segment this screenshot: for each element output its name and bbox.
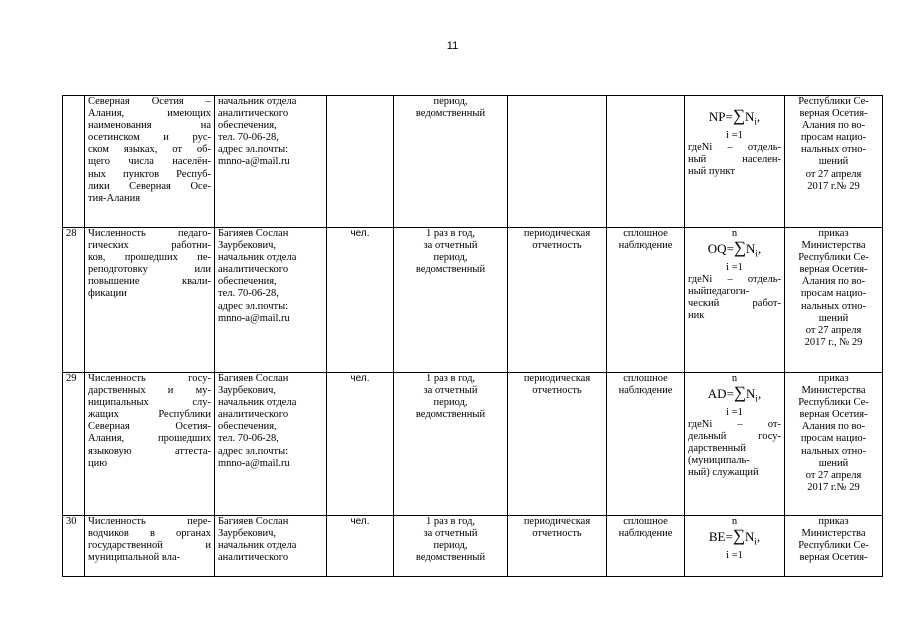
formula-term: N bbox=[744, 109, 755, 125]
responsible-line: начальник отдела bbox=[218, 96, 297, 107]
regulatory-document-cell bbox=[785, 516, 883, 577]
regulatory-document-line: шений bbox=[818, 156, 849, 168]
regulatory-document-line: Министерства bbox=[801, 240, 866, 252]
form-line: периодическая bbox=[523, 373, 591, 384]
method-cell bbox=[607, 228, 685, 373]
regulatory-document-line: от 27 апреля bbox=[805, 168, 862, 180]
unit-cell: чел. bbox=[327, 228, 394, 373]
method-line: сплошное bbox=[623, 516, 668, 527]
indicator-name-line: Численность пере- bbox=[88, 516, 211, 527]
regulatory-document-line: верная Осетия- bbox=[799, 108, 868, 120]
periodicity-line: 1 раз в год, bbox=[425, 228, 476, 239]
method-cell bbox=[607, 373, 685, 516]
periodicity-cell bbox=[394, 516, 508, 577]
indicator-name-line: ском языках, от об- bbox=[88, 144, 211, 156]
responsible-line: mnno-a@mail.ru bbox=[218, 457, 290, 469]
regulatory-document-line: Алания по во- bbox=[801, 276, 866, 288]
regulatory-document-line: 2017 г.№ 29 bbox=[807, 180, 860, 192]
responsible-line: начальник отдела bbox=[218, 540, 297, 552]
form-line: отчетность bbox=[532, 528, 582, 540]
method-line: наблюдение bbox=[618, 385, 673, 397]
regulatory-document-line: приказ bbox=[818, 373, 849, 384]
formula-comma: , bbox=[756, 529, 761, 545]
responsible-cell bbox=[215, 373, 327, 516]
row-number-cell: 28 bbox=[63, 228, 85, 373]
periodicity-cell bbox=[394, 373, 508, 516]
responsible-line: аналитического bbox=[218, 264, 289, 276]
method-line: наблюдение bbox=[618, 528, 673, 540]
periodicity-line: ведомственный bbox=[415, 409, 486, 421]
formula-description-line: гдеNi – отдель- bbox=[688, 141, 781, 153]
regulatory-document-line: Республики Се- bbox=[798, 397, 869, 409]
indicator-name-line: Алания, имеющих bbox=[88, 108, 211, 120]
formula-term-subscript: i bbox=[754, 536, 757, 547]
responsible-line: тел. 70-06-28, bbox=[218, 288, 279, 300]
formula-upper-limit: n bbox=[731, 373, 738, 384]
form-cell bbox=[508, 516, 607, 577]
formula-expression bbox=[688, 528, 781, 550]
regulatory-document-cell bbox=[785, 96, 883, 228]
method-line: сплошное bbox=[623, 373, 668, 384]
indicator-name-line: муниципальной вла- bbox=[88, 552, 181, 564]
regulatory-document-line: шений bbox=[818, 312, 849, 324]
indicator-name-line: лики Северная Осе- bbox=[88, 180, 211, 192]
responsible-cell bbox=[215, 516, 327, 577]
indicator-name-line: водчиков в органах bbox=[88, 528, 211, 540]
regulatory-document-line: Министерства bbox=[801, 528, 866, 540]
formula-term: N bbox=[746, 386, 756, 402]
formula-description-line: ный населен- bbox=[688, 153, 781, 165]
formula-cell bbox=[685, 228, 785, 373]
regulatory-document-line: Республики Се- bbox=[798, 96, 869, 107]
unit-cell: чел. bbox=[327, 516, 394, 577]
formula-cell bbox=[685, 96, 785, 228]
unit-cell bbox=[327, 96, 394, 228]
indicator-name-cell bbox=[85, 96, 215, 228]
responsible-line: аналитического bbox=[218, 552, 289, 564]
regulatory-document-line: нальных отно- bbox=[800, 445, 866, 457]
table-row bbox=[63, 228, 883, 373]
regulatory-document-line: просам нацио- bbox=[800, 132, 867, 144]
indicator-name-line: Алания, прошедших bbox=[88, 433, 211, 445]
page-number: 11 bbox=[446, 40, 459, 52]
regulatory-document-line: от 27 апреля bbox=[805, 324, 862, 336]
formula-comma: , bbox=[757, 386, 762, 402]
indicator-name-line: Численность госу- bbox=[88, 373, 211, 384]
formula-description-line: ник bbox=[688, 310, 705, 322]
responsible-cell bbox=[215, 96, 327, 228]
table-row bbox=[63, 373, 883, 516]
formula-term-subscript: i bbox=[755, 248, 758, 259]
indicator-name-line: щего числа населён- bbox=[88, 156, 211, 168]
indicator-name-line: ков, прошедших пе- bbox=[88, 252, 211, 264]
periodicity-line: за отчетный bbox=[423, 528, 478, 540]
responsible-line: начальник отдела bbox=[218, 397, 297, 409]
periodicity-line: период, bbox=[433, 397, 468, 409]
indicator-name-line: осетинском и рус- bbox=[88, 132, 211, 144]
method-line: сплошное bbox=[623, 228, 668, 239]
indicator-name-line: языковую аттеста- bbox=[88, 445, 211, 457]
responsible-line: Багияев Сослан bbox=[218, 516, 289, 527]
responsible-line: тел. 70-06-28, bbox=[218, 132, 279, 144]
sum-symbol: ∑ bbox=[732, 106, 745, 126]
formula-lower-limit: i =1 bbox=[726, 261, 743, 273]
indicator-name-line: повышение квали- bbox=[88, 276, 211, 288]
formula-term: N bbox=[744, 529, 755, 545]
formula-lhs: AD= bbox=[707, 386, 734, 402]
method-cell bbox=[607, 96, 685, 228]
sum-symbol: ∑ bbox=[732, 526, 745, 546]
responsible-line: тел. 70-06-28, bbox=[218, 433, 279, 445]
regulatory-document-line: Республики Се- bbox=[798, 540, 869, 552]
regulatory-document-cell bbox=[785, 228, 883, 373]
formula-upper-limit: n bbox=[731, 228, 738, 239]
formula-comma: , bbox=[756, 109, 761, 125]
formula-cell bbox=[685, 516, 785, 577]
table-row bbox=[63, 516, 883, 577]
row-number-cell: 30 bbox=[63, 516, 85, 577]
responsible-line: адрес эл.почты: bbox=[218, 300, 289, 312]
responsible-line: начальник отдела bbox=[218, 252, 297, 264]
responsible-line: обеспечения, bbox=[218, 421, 277, 433]
regulatory-document-line: Министерства bbox=[801, 385, 866, 397]
method-line: наблюдение bbox=[618, 240, 673, 252]
form-cell bbox=[508, 96, 607, 228]
formula-expression bbox=[688, 385, 781, 407]
indicator-name-line: дарственных и му- bbox=[88, 385, 211, 397]
indicator-name-line: государственной и bbox=[88, 540, 211, 552]
form-cell bbox=[508, 373, 607, 516]
regulatory-document-line: 2017 г.№ 29 bbox=[807, 481, 860, 493]
indicator-name-line: ниципальных слу- bbox=[88, 397, 211, 409]
responsible-line: обеспечения, bbox=[218, 276, 277, 288]
periodicity-line: ведомственный bbox=[415, 552, 486, 564]
form-line: периодическая bbox=[523, 516, 591, 527]
form-cell bbox=[508, 228, 607, 373]
formula-term: N bbox=[746, 241, 756, 257]
responsible-line: обеспечения, bbox=[218, 120, 277, 132]
method-cell bbox=[607, 516, 685, 577]
form-line: периодическая bbox=[523, 228, 591, 239]
periodicity-line: период, bbox=[433, 252, 468, 264]
formula-description-line: дарственный bbox=[688, 442, 746, 454]
regulatory-document-line: приказ bbox=[818, 228, 849, 239]
regulatory-document-line: 2017 г., № 29 bbox=[804, 336, 863, 348]
periodicity-line: 1 раз в год, bbox=[425, 516, 476, 527]
indicator-name-cell bbox=[85, 228, 215, 373]
formula-description-line: ныйпедагоги- bbox=[688, 285, 750, 297]
indicator-name-line: реподготовку или bbox=[88, 264, 211, 276]
responsible-line: mnno-a@mail.ru bbox=[218, 156, 290, 168]
periodicity-line: 1 раз в год, bbox=[425, 373, 476, 384]
indicator-name-line: Северная Осетия- bbox=[88, 421, 211, 433]
indicator-name-line: фикации bbox=[88, 288, 127, 300]
periodicity-cell bbox=[394, 228, 508, 373]
periodicity-line: за отчетный bbox=[423, 240, 478, 252]
regulatory-document-line: от 27 апреля bbox=[805, 469, 862, 481]
indicator-name-cell bbox=[85, 373, 215, 516]
formula-expression bbox=[688, 108, 781, 130]
regulatory-document-line: просам нацио- bbox=[800, 433, 867, 445]
periodicity-line: ведомственный bbox=[415, 108, 486, 120]
periodicity-line: период, bbox=[433, 540, 468, 552]
responsible-line: mnno-a@mail.ru bbox=[218, 312, 290, 324]
formula-expression bbox=[688, 240, 781, 262]
responsible-line: адрес эл.почты: bbox=[218, 445, 289, 457]
indicator-name-line: цию bbox=[88, 457, 108, 469]
formula-lhs: BE= bbox=[708, 529, 733, 545]
responsible-line: Багияев Сослан bbox=[218, 373, 289, 384]
responsible-line: Заурбекович, bbox=[218, 528, 277, 540]
regulatory-document-line: шений bbox=[818, 457, 849, 469]
responsible-line: аналитического bbox=[218, 409, 289, 421]
periodicity-cell bbox=[394, 96, 508, 228]
formula-lhs: NP= bbox=[708, 109, 733, 125]
formula-lower-limit: i =1 bbox=[726, 129, 743, 141]
regulatory-document-line: верная Осетия- bbox=[799, 264, 868, 276]
row-number-cell: 29 bbox=[63, 373, 85, 516]
regulatory-document-line: нальных отно- bbox=[800, 300, 866, 312]
regulatory-document-line: Алания по во- bbox=[801, 421, 866, 433]
regulatory-document-line: приказ bbox=[818, 516, 849, 527]
formula-term-subscript: i bbox=[755, 393, 758, 404]
periodicity-line: период, bbox=[433, 96, 468, 107]
regulatory-document-line: верная Осетия- bbox=[799, 552, 868, 564]
formula-description-line: (муниципаль- bbox=[688, 455, 750, 467]
responsible-line: Заурбекович, bbox=[218, 385, 277, 397]
indicator-name-line: тия-Алания bbox=[88, 192, 141, 204]
formula-description-line: дельный госу- bbox=[688, 430, 781, 442]
indicator-name-line: наименования на bbox=[88, 120, 211, 132]
indicator-name-line: жащих Республики bbox=[88, 409, 211, 421]
formula-cell bbox=[685, 373, 785, 516]
table-row bbox=[63, 96, 883, 228]
sum-symbol: ∑ bbox=[733, 383, 747, 403]
formula-lower-limit: i =1 bbox=[726, 406, 743, 418]
form-line: отчетность bbox=[532, 240, 582, 252]
row-number-cell bbox=[63, 96, 85, 228]
indicator-name-line: Северная Осетия – bbox=[88, 96, 211, 107]
formula-description-line: гдеNi – от- bbox=[688, 418, 781, 430]
formula-upper-limit: n bbox=[731, 516, 738, 527]
formula-term-subscript: i bbox=[754, 116, 757, 127]
table-body bbox=[63, 96, 883, 577]
responsible-line: Багияев Сослан bbox=[218, 228, 289, 239]
regulatory-document-line: верная Осетия- bbox=[799, 409, 868, 421]
regulatory-document-line: Республики Се- bbox=[798, 252, 869, 264]
regulatory-document-line: просам нацио- bbox=[800, 288, 867, 300]
formula-comma: , bbox=[757, 241, 762, 257]
regulatory-document-line: Алания по во- bbox=[801, 120, 866, 132]
form-line: отчетность bbox=[532, 385, 582, 397]
indicator-name-line: Численность педаго- bbox=[88, 228, 211, 239]
responsible-cell bbox=[215, 228, 327, 373]
indicator-name-cell bbox=[85, 516, 215, 577]
formula-lower-limit: i =1 bbox=[726, 549, 743, 561]
indicators-table bbox=[62, 95, 883, 577]
indicator-name-line: ных пунктов Респуб- bbox=[88, 168, 211, 180]
formula-description-line: гдеNi – отдель- bbox=[688, 273, 781, 285]
regulatory-document-line: нальных отно- bbox=[800, 144, 866, 156]
formula-lhs: OQ= bbox=[707, 241, 734, 257]
formula-description-line: ный) служащий bbox=[688, 467, 759, 479]
sum-symbol: ∑ bbox=[733, 238, 747, 258]
responsible-line: аналитического bbox=[218, 108, 289, 120]
unit-cell: чел. bbox=[327, 373, 394, 516]
regulatory-document-cell bbox=[785, 373, 883, 516]
indicator-name-line: гических работни- bbox=[88, 240, 211, 252]
periodicity-line: ведомственный bbox=[415, 264, 486, 276]
formula-description-line: ный пункт bbox=[688, 165, 735, 177]
responsible-line: Заурбекович, bbox=[218, 240, 277, 252]
responsible-line: адрес эл.почты: bbox=[218, 144, 289, 156]
formula-description-line: ческий работ- bbox=[688, 297, 781, 309]
periodicity-line: за отчетный bbox=[423, 385, 478, 397]
